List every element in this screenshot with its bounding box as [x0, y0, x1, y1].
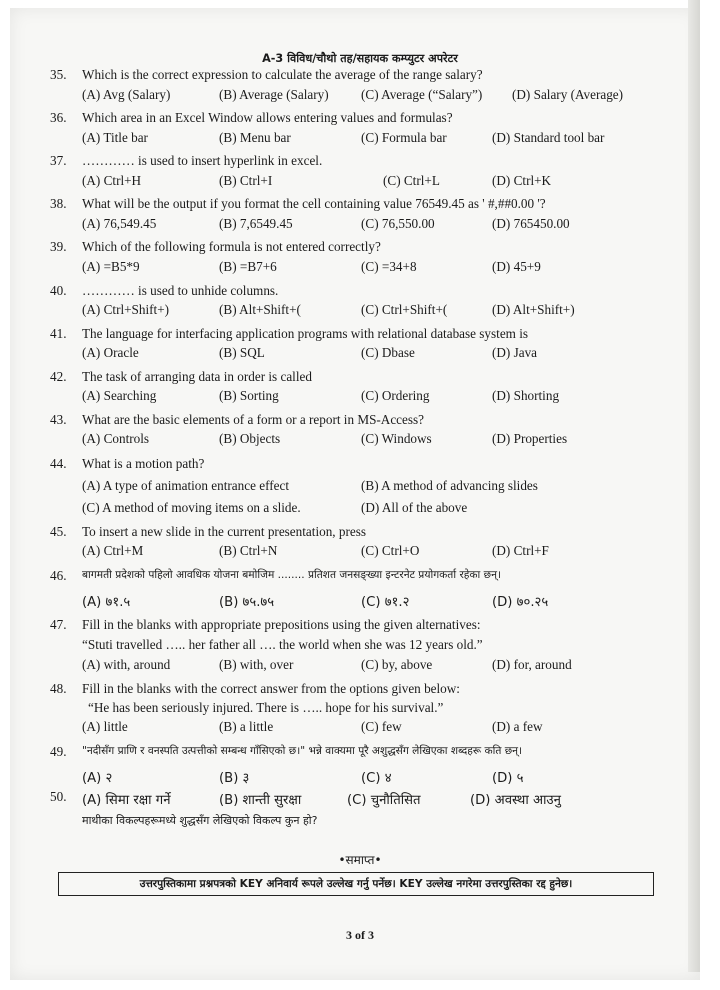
- question-number: 36.: [50, 110, 67, 125]
- question-text: बागमती प्रदेशको पहिलो आवधिक योजना बमोजिम ........ प्रतिशत जनसङ्ख्या इन्टरनेट प्रयोगकर्ता रहेका छन्।: [82, 569, 501, 581]
- option-a: (A) little: [82, 719, 128, 734]
- question-number: 47.: [50, 617, 67, 632]
- option-c: (C) Ctrl+O: [361, 543, 420, 558]
- option-d: (D) 45+9: [492, 259, 541, 274]
- option-c: (C) Dbase: [361, 345, 415, 360]
- option-c: (C) Ctrl+L: [383, 173, 440, 188]
- option-a: (A) Ctrl+H: [82, 173, 142, 188]
- question-text: The task of arranging data in order is called: [82, 369, 312, 384]
- question-text: What will be the output if you format the cell containing value 76549.45 as ' #,##0.00 '?: [82, 196, 546, 211]
- option-b: (B) Average (Salary): [219, 87, 329, 102]
- option-d: (D) ५: [492, 771, 524, 786]
- option-b: (B) with, over: [219, 657, 294, 672]
- question-number: 38.: [50, 196, 67, 211]
- question-text: ………… is used to unhide columns.: [82, 283, 279, 298]
- option-c: (C) Ctrl+Shift+(: [361, 302, 448, 317]
- question-number: 50.: [50, 789, 67, 804]
- option-d: (D) for, around: [492, 657, 572, 672]
- option-b: (B) SQL: [219, 345, 265, 360]
- option-c: (C) =34+8: [361, 259, 417, 274]
- option-a: (A) 76,549.45: [82, 216, 157, 231]
- option-c: (C) Ordering: [361, 388, 430, 403]
- question-text: Which area in an Excel Window allows entering values and formulas?: [82, 110, 453, 125]
- question-text: What is a motion path?: [82, 456, 205, 471]
- option-b: (B) =B7+6: [219, 259, 277, 274]
- option-d: (D) अवस्था आउनु: [470, 793, 561, 808]
- option-a: (A) २: [82, 771, 113, 786]
- option-c: (C) few: [361, 719, 402, 734]
- option-c: (C) चुनौतिसित: [347, 793, 421, 808]
- option-b: (B) Menu bar: [219, 130, 291, 145]
- option-c: (C) ४: [361, 771, 392, 786]
- question-text: "नदीसँग प्राणि र वनस्पति उत्पत्तीको सम्बन्ध गाँसिएको छ।" भन्ने वाक्यमा पूरै अशुद्धसँग लेखिएका शब्दहरू कति छन्।: [82, 745, 523, 757]
- question-number: 49.: [50, 744, 67, 759]
- option-a: (A) Controls: [82, 431, 150, 446]
- question-text: To insert a new slide in the current presentation, press: [82, 524, 366, 539]
- option-a: (A) Searching: [82, 388, 157, 403]
- instruction-note: [58, 872, 654, 896]
- question-number: 44.: [50, 456, 67, 471]
- question-number: 35.: [50, 67, 67, 82]
- option-c: (C) ७१.२: [361, 595, 410, 610]
- question-text: The language for interfacing application programs with relational database system is: [82, 326, 529, 341]
- option-d: (D) 765450.00: [492, 216, 570, 231]
- question-text: Fill in the blanks with appropriate prepositions using the given alternatives:: [82, 617, 481, 632]
- option-c: (C) Windows: [361, 431, 432, 446]
- option-a: (A) Oracle: [82, 345, 139, 360]
- option-a: (A) Ctrl+M: [82, 543, 144, 558]
- option-d: (D) ७०.२५: [492, 595, 549, 610]
- question-number: 39.: [50, 239, 67, 254]
- option-a: (A) A type of animation entrance effect: [82, 478, 290, 493]
- option-b: (B) शान्ती सुरक्षा: [219, 793, 302, 808]
- question-number: 46.: [50, 568, 67, 583]
- option-a: (A) Title bar: [82, 130, 148, 145]
- question-text: माथीका विकल्पहरूमध्ये शुद्धसँग लेखिएको विकल्प कुन हो?: [82, 814, 318, 827]
- option-c: (C) by, above: [361, 657, 433, 672]
- question-number: 40.: [50, 283, 67, 298]
- question-number: 41.: [50, 326, 67, 341]
- end-mark: •समाप्त•: [338, 853, 382, 867]
- question-number: 45.: [50, 524, 67, 539]
- option-d: (D) Standard tool bar: [492, 130, 605, 145]
- question-sentence: “Stuti travelled ….. her father all …. the world when she was 12 years old.”: [82, 637, 483, 652]
- option-d: (D) All of the above: [361, 500, 468, 515]
- question-sentence: “He has been seriously injured. There is ….. hope for his survival.”: [88, 700, 444, 715]
- option-b: (B) ३: [219, 771, 250, 786]
- question-text: ………… is used to insert hyperlink in excel.: [82, 153, 323, 168]
- question-text: Which of the following formula is not entered correctly?: [82, 239, 381, 254]
- option-d: (D) Shorting: [492, 388, 560, 403]
- option-b: (B) ७५.७५: [219, 595, 275, 610]
- question-number: 42.: [50, 369, 67, 384]
- option-b: (B) Ctrl+I: [219, 173, 273, 188]
- option-c: (C) Average (“Salary”): [361, 87, 483, 102]
- question-number: 37.: [50, 153, 67, 168]
- option-d: (D) Java: [492, 345, 538, 360]
- option-d: (D) Alt+Shift+): [492, 302, 575, 317]
- option-c: (C) A method of moving items on a slide.: [82, 500, 301, 515]
- question-text: Fill in the blanks with the correct answer from the options given below:: [82, 681, 460, 696]
- option-a: (A) ७१.५: [82, 595, 131, 610]
- option-a: (A) सिमा रक्षा गर्ने: [82, 793, 171, 808]
- question-number: 48.: [50, 681, 67, 696]
- question-text: What are the basic elements of a form or a report in MS-Access?: [82, 412, 425, 427]
- option-b: (B) a little: [219, 719, 274, 734]
- question-text: Which is the correct expression to calculate the average of the range salary?: [82, 67, 483, 82]
- option-b: (B) Alt+Shift+(: [219, 302, 301, 317]
- option-d: (D) Ctrl+K: [492, 173, 552, 188]
- option-d: (D) Salary (Average): [512, 87, 624, 102]
- page-title: A-3 विविध/चौथो तह/सहायक कम्प्युटर अपरेटर: [262, 52, 458, 65]
- option-a: (A) with, around: [82, 657, 171, 672]
- option-d: (D) a few: [492, 719, 543, 734]
- option-a: (A) Avg (Salary): [82, 87, 171, 102]
- option-b: (B) Ctrl+N: [219, 543, 278, 558]
- option-d: (D) Ctrl+F: [492, 543, 549, 558]
- option-b: (B) 7,6549.45: [219, 216, 293, 231]
- option-c: (C) Formula bar: [361, 130, 447, 145]
- option-a: (A) Ctrl+Shift+): [82, 302, 170, 317]
- option-b: (B) Objects: [219, 431, 281, 446]
- option-a: (A) =B5*9: [82, 259, 140, 274]
- instruction-text: उत्तरपुस्तिकामा प्रश्नपत्रको KEY अनिवार्य रूपले उल्लेख गर्नु पर्नेछ। KEY उल्लेख नगरेमा उत्तरपुस्तिका रद्द हुनेछ।: [139, 878, 573, 890]
- option-b: (B) A method of advancing slides: [361, 478, 538, 493]
- option-b: (B) Sorting: [219, 388, 279, 403]
- option-d: (D) Properties: [492, 431, 568, 446]
- page-number: 3 of 3: [346, 928, 374, 942]
- question-number: 43.: [50, 412, 67, 427]
- option-c: (C) 76,550.00: [361, 216, 435, 231]
